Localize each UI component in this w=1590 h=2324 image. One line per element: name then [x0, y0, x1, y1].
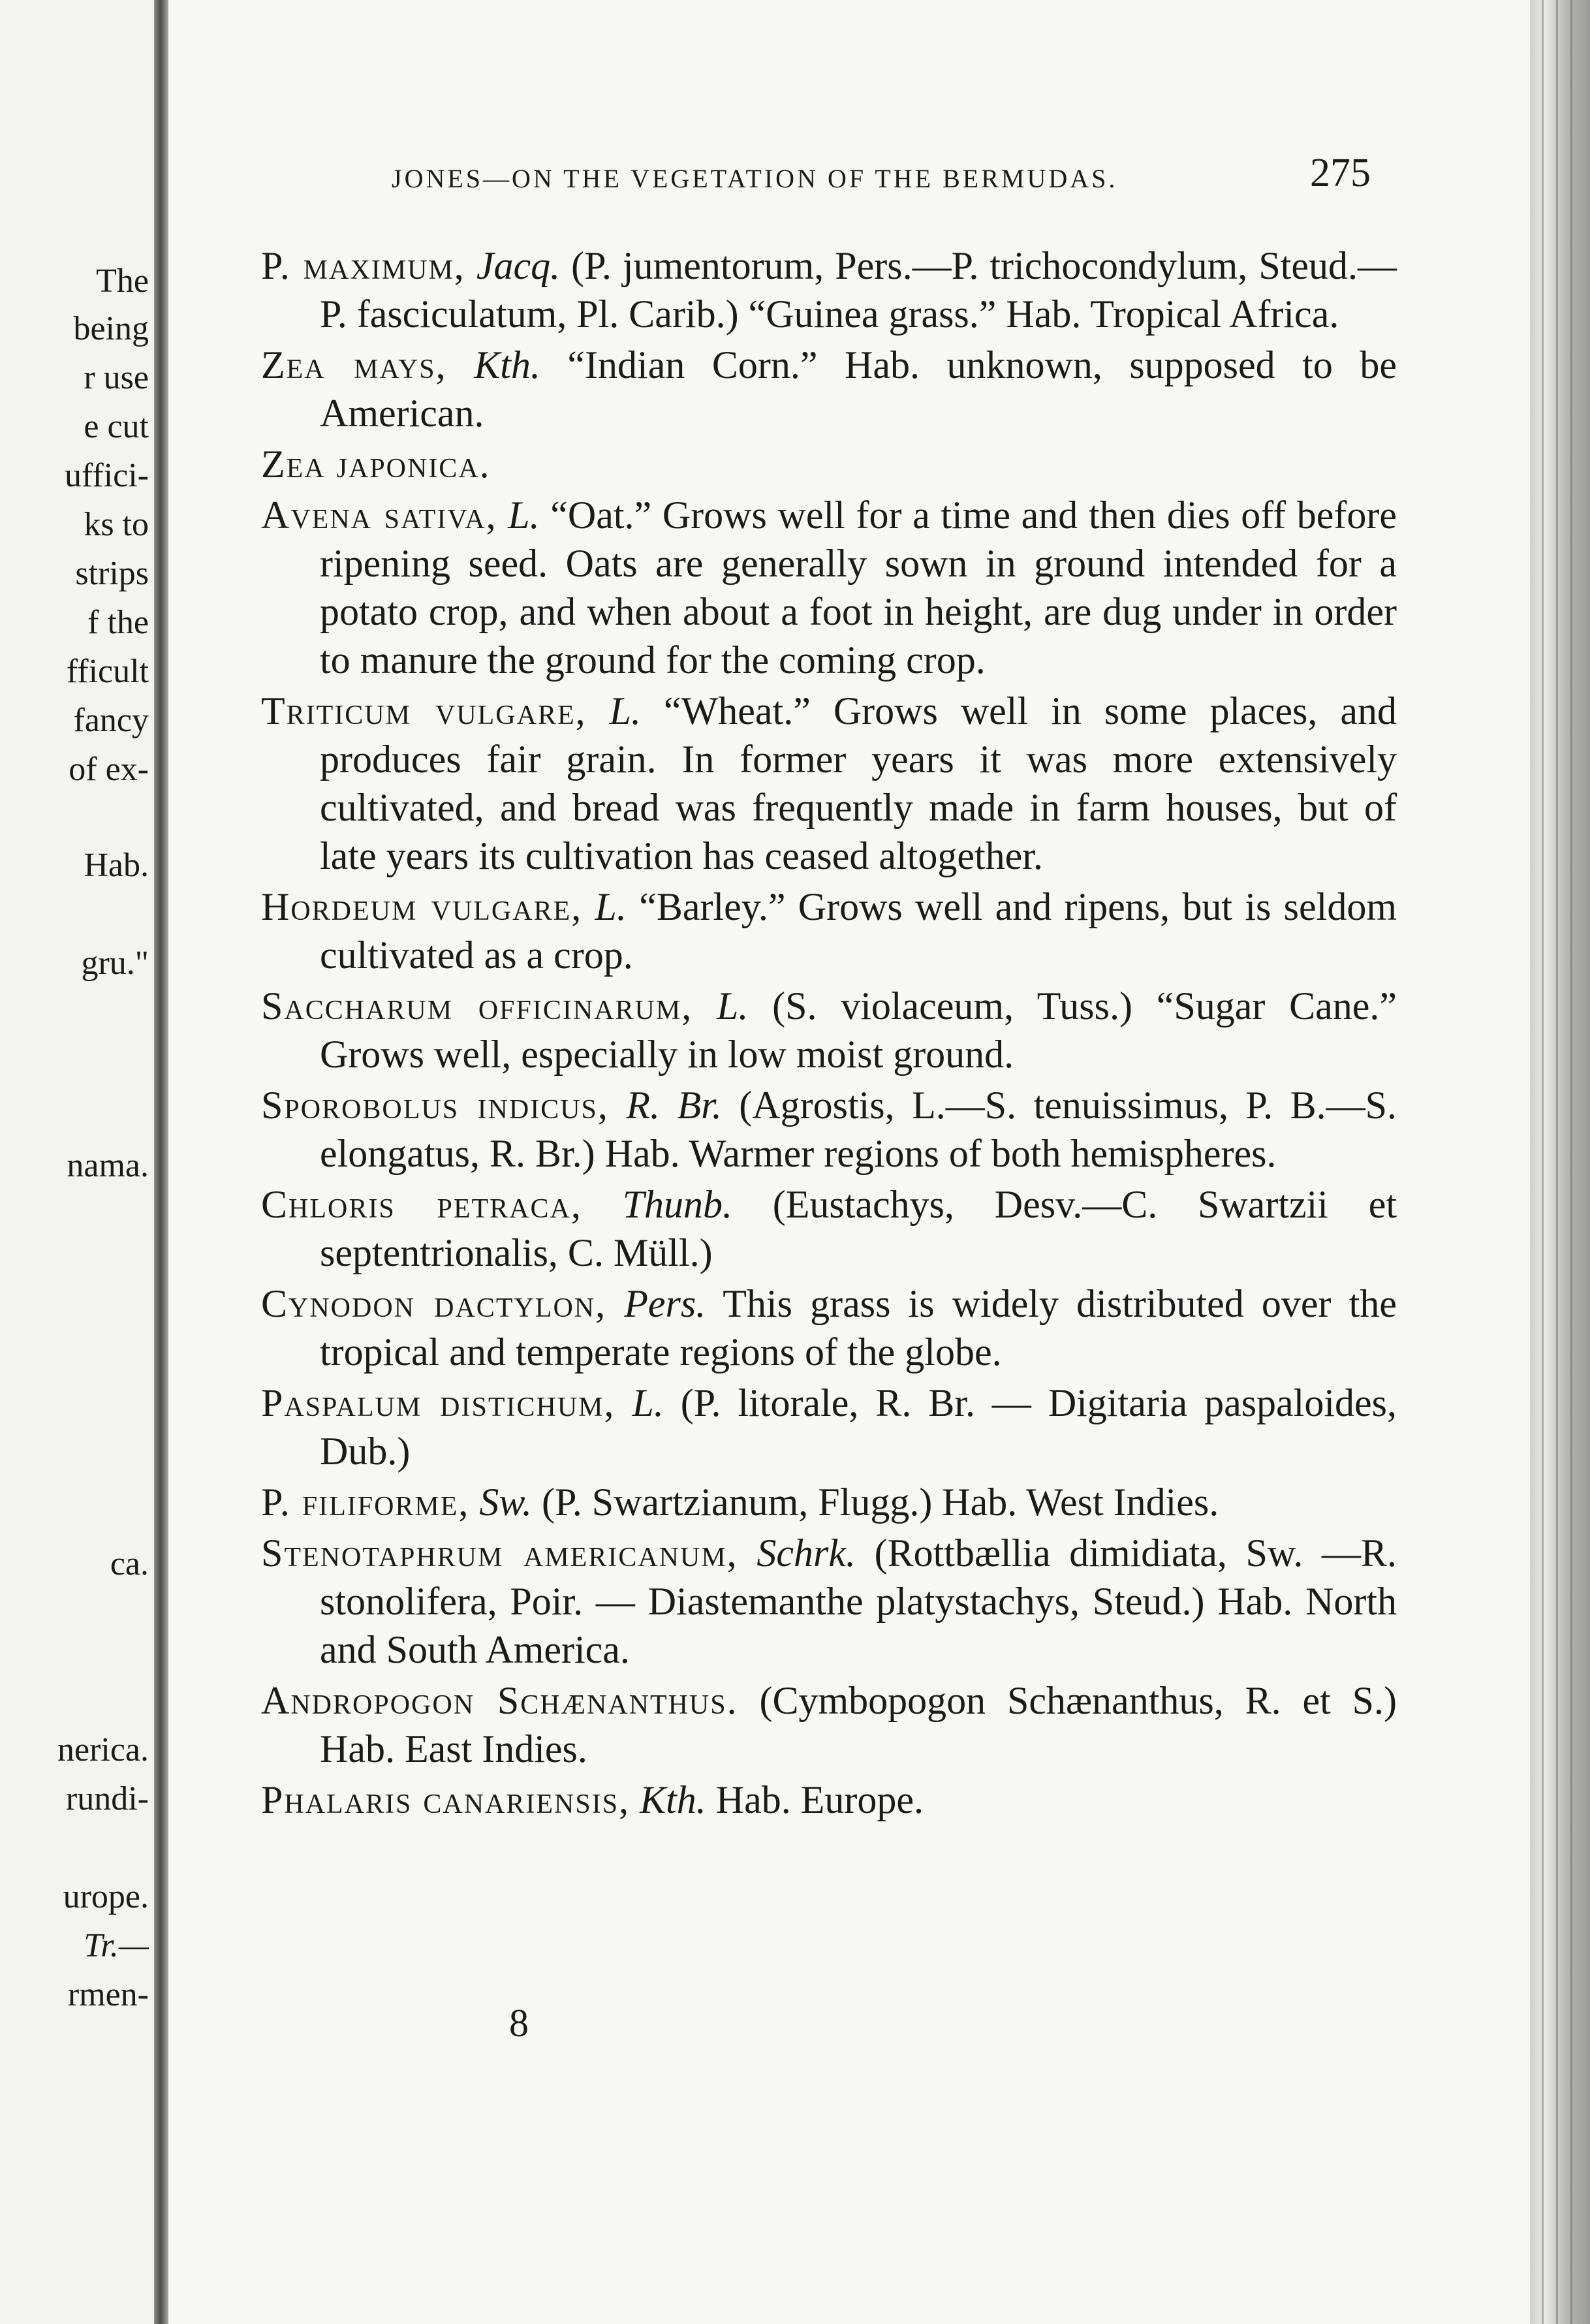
- species-entry: [261, 440, 1397, 488]
- page-edge: [1530, 0, 1590, 2324]
- species-description: This grass is widely distributed over the tropical and temperate regions of the globe.: [320, 1282, 1397, 1374]
- fragment: urope.: [63, 1878, 149, 1915]
- species-author: Kth.: [474, 343, 540, 386]
- previous-page-text-fragments: [0, 0, 154, 2324]
- species-author: Jacq.: [476, 244, 561, 287]
- species-description: “Indian Corn.” Hab. unknown, supposed to be American.: [320, 343, 1397, 435]
- species-entry: [261, 242, 1397, 338]
- page-header: [392, 150, 1371, 202]
- species-name: Chloris petraca,: [261, 1183, 582, 1226]
- fragment: being: [73, 310, 149, 347]
- page-number: 275: [1310, 151, 1371, 195]
- species-author: L.: [716, 984, 749, 1028]
- fragment: of ex-: [69, 751, 149, 788]
- species-description: (S. violaceum, Tuss.) “Sugar Cane.” Grows well, especially in low moist ground.: [320, 984, 1397, 1076]
- species-name: Hordeum vulgare,: [261, 885, 583, 928]
- fragment: Hab.: [84, 847, 149, 884]
- species-description: (Cymbopogon Schænanthus, R. et S.) Hab. East Indies.: [320, 1679, 1397, 1770]
- running-head: JONES—ON THE VEGETATION OF THE BERMUDAS.: [392, 164, 1118, 193]
- book-gutter: [154, 0, 168, 2324]
- fragment: fancy: [73, 702, 149, 739]
- species-entry: [261, 1081, 1397, 1178]
- species-name: Avena sativa,: [261, 494, 497, 537]
- fragment: ca.: [110, 1545, 149, 1582]
- species-description: Hab. Europe.: [706, 1778, 924, 1821]
- species-name: Zea japonica.: [261, 443, 491, 486]
- species-author: Thunb.: [622, 1183, 732, 1226]
- fragment: fficult: [66, 653, 149, 690]
- species-author: L.: [632, 1381, 664, 1424]
- species-name: Zea mays,: [261, 343, 447, 386]
- species-entry: [261, 1379, 1397, 1475]
- fragment: ks to: [84, 506, 149, 543]
- species-entry: [261, 1478, 1397, 1526]
- species-name: Stenotaphrum americanum,: [261, 1531, 738, 1575]
- species-author: Sw.: [479, 1481, 532, 1524]
- species-description: (Eustachys, Desv.—C. Swartzii et septentrionalis, C. Müll.): [320, 1183, 1397, 1274]
- fragment: nama.: [67, 1147, 149, 1184]
- fragment: e cut: [84, 408, 149, 445]
- species-author: R. Br.: [626, 1084, 722, 1127]
- species-name: Saccharum officinarum,: [261, 984, 693, 1028]
- species-entry: [261, 687, 1397, 880]
- species-description: (P. litorale, R. Br. — Digitaria paspaloides, Dub.): [320, 1381, 1397, 1473]
- signature-mark: 8: [509, 2002, 529, 2045]
- species-description: “Wheat.” Grows well in some places, and produces fair grain. In former years it was more extensively cultivated, and bread was frequently made in farm houses, but of late years its cultivation has ceased altogether.: [320, 689, 1397, 877]
- fragment: rmen-: [67, 1976, 149, 2013]
- species-author: L.: [609, 689, 642, 732]
- fragment: r use: [84, 359, 149, 396]
- species-name: Paspalum distichum,: [261, 1381, 616, 1424]
- fragment: f the: [87, 604, 149, 641]
- species-author: L.: [508, 494, 540, 537]
- fragment: strips: [75, 555, 149, 592]
- species-entry: [261, 982, 1397, 1078]
- species-author: L.: [595, 885, 627, 928]
- species-list: [261, 242, 1397, 1827]
- fragment: uffici-: [65, 457, 149, 494]
- species-entry: [261, 1280, 1397, 1376]
- species-name: P. filiforme,: [261, 1481, 470, 1524]
- species-entry: [261, 1180, 1397, 1277]
- species-entry: [261, 1776, 1397, 1824]
- species-name: P. maximum,: [261, 244, 465, 287]
- species-description: “Barley.” Grows well and ripens, but is seldom cultivated as a crop.: [320, 885, 1397, 977]
- species-author: Pers.: [624, 1282, 706, 1325]
- species-author: Schrk.: [756, 1531, 856, 1575]
- species-name: Triticum vulgare,: [261, 689, 587, 732]
- species-name: Andropogon Schænanthus.: [261, 1679, 738, 1722]
- species-author: Kth.: [640, 1778, 706, 1821]
- species-name: Sporobolus indicus,: [261, 1084, 609, 1127]
- fragment: gru.": [81, 945, 149, 982]
- species-description: (P. Swartzianum, Flugg.) Hab. West Indies.: [532, 1481, 1219, 1524]
- fragment: The: [96, 262, 149, 300]
- species-entry: [261, 341, 1397, 437]
- species-description: (Agrostis, L.—S. tenuissimus, P. B.—S. elongatus, R. Br.) Hab. Warmer regions of both hemispheres.: [320, 1084, 1397, 1175]
- species-entry: [261, 883, 1397, 979]
- species-description: (P. jumentorum, Pers.—P. trichocondylum, Steud.—P. fasciculatum, Pl. Carib.) “Guinea grass.” Hab. Tropical Africa.: [320, 244, 1397, 336]
- species-description: “Oat.” Grows well for a time and then dies off before ripening seed. Oats are generally sown in ground intended for a potato crop, and when about a foot in height, are dug under in order to manure the ground for the coming crop.: [320, 494, 1397, 682]
- species-entry: [261, 1676, 1397, 1773]
- fragment: Tr.—: [84, 1927, 149, 1964]
- fragment: nerica.: [57, 1731, 149, 1768]
- species-name: Phalaris canariensis,: [261, 1778, 631, 1821]
- fragment: rundi-: [65, 1780, 149, 1817]
- species-entry: [261, 491, 1397, 684]
- previous-page: [0, 0, 154, 2324]
- species-name: Cynodon dactylon,: [261, 1282, 607, 1325]
- species-description: (Rottbællia dimidiata, Sw. —R. stonolifera, Poir. — Diastemanthe platystachys, Steud.) Hab. North and South America.: [320, 1531, 1397, 1671]
- species-entry: [261, 1529, 1397, 1674]
